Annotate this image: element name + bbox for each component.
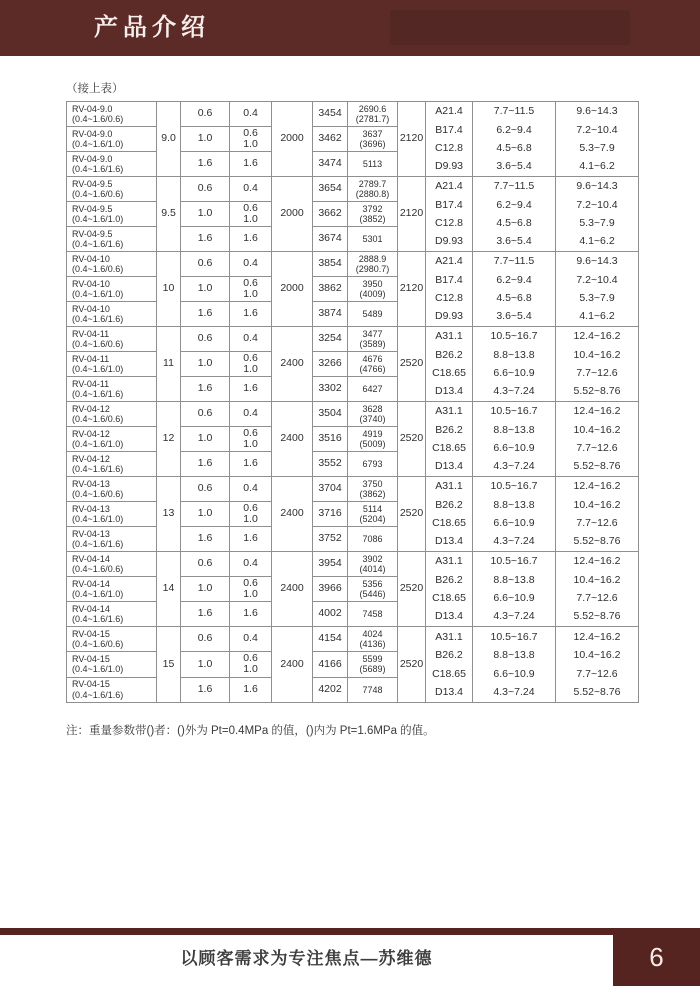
table-cell: 3674 <box>318 232 342 245</box>
table-cell: 1.6 <box>243 157 258 170</box>
table-col-dn-series <box>426 252 473 326</box>
table-col-range-b <box>556 102 638 176</box>
table-col-dn-series <box>426 402 473 476</box>
table-cell: 0.6 <box>181 552 229 577</box>
table-col-range-a <box>473 327 556 401</box>
weight-footnote: 注：重量参数带()者：()外为 Pt=0.4MPa 的值，()内为 Pt=1.6MPa 的值。 <box>66 725 435 737</box>
table-cell: 1.0 <box>181 427 229 452</box>
table-col-dn-series <box>426 327 473 401</box>
table-cell: 0.6 <box>181 327 229 352</box>
table-col-dim-b <box>313 477 348 551</box>
table-col-range-a <box>473 102 556 176</box>
table-cell: 1.6 <box>197 532 213 545</box>
table-col-dn-series <box>426 552 473 626</box>
table-cell: 5113 <box>362 158 383 169</box>
table-cell: 2520 <box>399 507 424 520</box>
table-cell: RV-04-13 (0.4~1.6/1.6) <box>72 528 124 549</box>
table-cell: 7.7~11.5 6.2~9.4 4.5~6.8 3.6~5.4 <box>493 180 535 248</box>
table-cell: RV-04-9.5 (0.4~1.6/1.6) <box>72 228 124 249</box>
table-cell: 0.6 <box>181 627 229 652</box>
table-cell: 12.4~16.2 10.4~16.2 7.7~12.6 5.52~8.76 <box>573 555 621 623</box>
table-col-range-b <box>556 402 638 476</box>
table-col-model <box>67 402 157 476</box>
table-cell: 7086 <box>362 533 383 544</box>
table-col-model <box>67 477 157 551</box>
table-col-nominal <box>157 402 181 476</box>
table-cell: 2000 <box>280 282 304 295</box>
table-cell: 3792 (3852) <box>348 202 397 227</box>
table-cell: 14 <box>162 582 175 595</box>
table-cell: 1.0 <box>181 277 229 302</box>
table-cell: 12.4~16.2 10.4~16.2 7.7~12.6 5.52~8.76 <box>573 480 621 548</box>
table-cell: 1.6 <box>197 457 213 470</box>
table-col-dim-a <box>272 102 313 176</box>
table-col-dn-series <box>426 177 473 251</box>
table-cell: 5301 <box>362 233 383 244</box>
table-cell: 4002 <box>318 607 342 620</box>
table-cell: 0.4 <box>230 627 271 652</box>
page-number-box <box>613 928 700 986</box>
table-col-range-a <box>473 477 556 551</box>
table-cell: 1.6 <box>243 307 258 320</box>
table-cell: 5114 (5204) <box>348 502 397 527</box>
spec-table <box>66 101 639 703</box>
table-cell: 3474 <box>318 157 342 170</box>
table-cell: 2690.6 (2781.7) <box>348 102 397 127</box>
table-cell: RV-04-13 (0.4~1.6/1.0) <box>67 502 156 527</box>
table-group-row <box>67 252 638 327</box>
table-cell: 5599 (5689) <box>348 652 397 677</box>
table-group-row <box>67 327 638 402</box>
table-col-weight <box>348 177 398 251</box>
table-cell: 3716 <box>313 502 347 527</box>
table-cell: RV-04-12 (0.4~1.6/0.6) <box>67 402 156 427</box>
table-cell: 3552 <box>318 457 342 470</box>
table-cell: RV-04-12 (0.4~1.6/1.0) <box>67 427 156 452</box>
table-group-row <box>67 177 638 252</box>
table-col-dim-c <box>398 102 426 176</box>
table-group-row <box>67 627 638 702</box>
table-col-dim-b <box>313 627 348 702</box>
table-cell: 9.0 <box>161 132 176 145</box>
table-cell: 11 <box>163 357 174 370</box>
table-col-pn <box>181 402 230 476</box>
table-col-weight <box>348 627 398 702</box>
table-cell: 6793 <box>362 458 383 469</box>
table-cell: RV-04-9.0 (0.4~1.6/1.6) <box>72 153 124 174</box>
table-col-dim-a <box>272 552 313 626</box>
table-cell: 0.4 <box>230 102 271 127</box>
table-cell: 3704 <box>313 477 347 502</box>
table-cell: RV-04-10 (0.4~1.6/0.6) <box>67 252 156 277</box>
table-col-dim-a <box>272 252 313 326</box>
table-cell: RV-04-9.5 (0.4~1.6/1.0) <box>67 202 156 227</box>
table-cell: 10.5~16.7 8.8~13.8 6.6~10.9 4.3~7.24 <box>490 330 538 398</box>
table-cell: A21.4 B17.4 C12.8 D9.93 <box>434 105 464 173</box>
table-col-range-b <box>556 627 638 702</box>
table-cell: 3454 <box>313 102 347 127</box>
table-cell: 3302 <box>318 382 342 395</box>
table-cell: 12.4~16.2 10.4~16.2 7.7~12.6 5.52~8.76 <box>573 405 621 473</box>
table-cell: 0.4 <box>230 177 271 202</box>
table-col-range-b <box>556 552 638 626</box>
table-col-dim-a <box>272 402 313 476</box>
table-group-row <box>67 477 638 552</box>
table-col-dim-c <box>398 552 426 626</box>
table-cell: 3637 (3696) <box>348 127 397 152</box>
table-cell: 0.6 1.0 <box>230 577 271 602</box>
table-cell: RV-04-10 (0.4~1.6/1.0) <box>67 277 156 302</box>
table-cell: 3862 <box>313 277 347 302</box>
table-col-range-b <box>556 252 638 326</box>
header-redacted-block <box>390 10 630 45</box>
table-cell: RV-04-9.5 (0.4~1.6/0.6) <box>67 177 156 202</box>
table-cell: 4202 <box>318 683 342 696</box>
table-cell: 2400 <box>280 582 304 595</box>
table-cell: 2400 <box>280 507 304 520</box>
table-cell: 13 <box>162 507 175 520</box>
table-cell: 1.6 <box>243 382 258 395</box>
table-cell: 3966 <box>313 577 347 602</box>
table-col-weight <box>348 552 398 626</box>
table-cell: 0.4 <box>230 552 271 577</box>
table-col-range-a <box>473 627 556 702</box>
table-cell: RV-04-11 (0.4~1.6/1.0) <box>67 352 156 377</box>
table-cell: 3950 (4009) <box>348 277 397 302</box>
table-cell: RV-04-12 (0.4~1.6/1.6) <box>72 453 124 474</box>
table-col-pt <box>230 402 272 476</box>
table-cell: RV-04-14 (0.4~1.6/1.6) <box>72 603 124 624</box>
table-col-model <box>67 177 157 251</box>
table-cell: 2000 <box>280 132 304 145</box>
table-cell: 1.0 <box>181 352 229 377</box>
table-cell: 3477 (3589) <box>348 327 397 352</box>
table-col-dim-b <box>313 327 348 401</box>
table-cell: 0.4 <box>230 327 271 352</box>
table-cell: 5489 <box>362 308 383 319</box>
table-cell: 1.0 <box>181 127 229 152</box>
table-col-pn <box>181 102 230 176</box>
table-col-dim-a <box>272 627 313 702</box>
footer-slogan: 以顾客需求为专注焦点—苏维德 <box>180 949 433 968</box>
table-cell: 2400 <box>280 657 304 670</box>
table-col-dim-c <box>398 477 426 551</box>
table-col-dim-b <box>313 402 348 476</box>
table-col-range-a <box>473 402 556 476</box>
table-col-pt <box>230 177 272 251</box>
table-cell: 1.6 <box>243 532 258 545</box>
table-cell: 0.6 1.0 <box>230 652 271 677</box>
table-col-weight <box>348 327 398 401</box>
table-cell: 4919 (5009) <box>348 427 397 452</box>
table-cell: 3654 <box>313 177 347 202</box>
table-col-nominal <box>157 552 181 626</box>
table-col-pt <box>230 102 272 176</box>
table-col-dn-series <box>426 477 473 551</box>
table-col-weight <box>348 102 398 176</box>
table-cell: RV-04-9.0 (0.4~1.6/0.6) <box>67 102 156 127</box>
table-col-dim-b <box>313 102 348 176</box>
table-cell: 9.6~14.3 7.2~10.4 5.3~7.9 4.1~6.2 <box>576 180 618 248</box>
table-col-range-b <box>556 477 638 551</box>
table-col-dim-c <box>398 402 426 476</box>
table-cell: 2120 <box>399 282 424 295</box>
table-cell: 10.5~16.7 8.8~13.8 6.6~10.9 4.3~7.24 <box>490 480 538 548</box>
table-cell: 3266 <box>313 352 347 377</box>
table-cell: 12.4~16.2 10.4~16.2 7.7~12.6 5.52~8.76 <box>573 630 621 698</box>
table-cell: 10 <box>162 282 175 295</box>
table-cell: 1.6 <box>197 382 213 395</box>
table-col-range-a <box>473 177 556 251</box>
table-col-range-a <box>473 552 556 626</box>
table-cell: 7458 <box>362 608 383 619</box>
table-cell: 15 <box>162 657 175 670</box>
table-cell: 0.6 1.0 <box>230 127 271 152</box>
table-cell: RV-04-11 (0.4~1.6/0.6) <box>67 327 156 352</box>
table-cell: 1.6 <box>197 232 213 245</box>
table-col-dim-a <box>272 177 313 251</box>
table-col-model <box>67 327 157 401</box>
table-col-pt <box>230 627 272 702</box>
table-cell: 4166 <box>313 652 347 677</box>
table-cell: 3750 (3862) <box>348 477 397 502</box>
table-cell: 3462 <box>313 127 347 152</box>
table-cell: 1.0 <box>181 577 229 602</box>
table-col-weight <box>348 252 398 326</box>
table-col-pt <box>230 477 272 551</box>
table-cell: 9.6~14.3 7.2~10.4 5.3~7.9 4.1~6.2 <box>576 255 618 323</box>
table-cell: A31.1 B26.2 C18.65 D13.4 <box>432 630 466 698</box>
table-cell: 10.5~16.7 8.8~13.8 6.6~10.9 4.3~7.24 <box>490 405 538 473</box>
table-cell: 3854 <box>313 252 347 277</box>
table-cell: 7.7~11.5 6.2~9.4 4.5~6.8 3.6~5.4 <box>493 105 535 173</box>
table-cell: 3874 <box>318 307 342 320</box>
table-cell: RV-04-14 (0.4~1.6/0.6) <box>67 552 156 577</box>
page-header-bar <box>0 0 700 56</box>
table-cell: 1.0 <box>181 502 229 527</box>
table-cell: 0.6 <box>181 402 229 427</box>
table-col-pt <box>230 327 272 401</box>
table-col-pt <box>230 252 272 326</box>
table-cell: 2520 <box>399 582 424 595</box>
table-cell: A31.1 B26.2 C18.65 D13.4 <box>432 405 466 473</box>
table-cell: 1.6 <box>197 607 213 620</box>
table-cell: 2520 <box>399 357 424 370</box>
table-cell: 1.6 <box>243 683 258 696</box>
table-col-range-b <box>556 327 638 401</box>
table-cell: RV-04-9.0 (0.4~1.6/1.0) <box>67 127 156 152</box>
table-group-row <box>67 402 638 477</box>
table-col-pn <box>181 252 230 326</box>
table-col-pn <box>181 627 230 702</box>
table-col-dim-b <box>313 177 348 251</box>
table-cell: RV-04-13 (0.4~1.6/0.6) <box>67 477 156 502</box>
table-cell: 3516 <box>313 427 347 452</box>
table-cell: 3902 (4014) <box>348 552 397 577</box>
table-cell: 1.6 <box>197 683 213 696</box>
table-cell: 2400 <box>280 432 304 445</box>
table-col-dim-c <box>398 627 426 702</box>
table-cell: 10.5~16.7 8.8~13.8 6.6~10.9 4.3~7.24 <box>490 555 538 623</box>
table-col-nominal <box>157 252 181 326</box>
table-col-model <box>67 102 157 176</box>
table-cell: RV-04-15 (0.4~1.6/1.0) <box>67 652 156 677</box>
table-group-row <box>67 552 638 627</box>
table-col-pn <box>181 477 230 551</box>
table-col-dim-c <box>398 252 426 326</box>
table-cell: 0.4 <box>230 477 271 502</box>
table-cell: A31.1 B26.2 C18.65 D13.4 <box>432 480 466 548</box>
table-cell: 0.6 <box>181 477 229 502</box>
table-cell: RV-04-14 (0.4~1.6/1.0) <box>67 577 156 602</box>
table-cell: 6427 <box>362 383 383 394</box>
table-cell: 2789.7 (2880.8) <box>348 177 397 202</box>
table-cell: A31.1 B26.2 C18.65 D13.4 <box>432 330 466 398</box>
table-cell: 3628 (3740) <box>348 402 397 427</box>
table-col-weight <box>348 477 398 551</box>
table-continuation-note: （接上表） <box>66 83 124 95</box>
table-col-dn-series <box>426 102 473 176</box>
table-col-pt <box>230 552 272 626</box>
table-cell: 4154 <box>313 627 347 652</box>
table-cell: 1.6 <box>243 457 258 470</box>
table-cell: 1.6 <box>243 232 258 245</box>
table-cell: 12.4~16.2 10.4~16.2 7.7~12.6 5.52~8.76 <box>573 330 621 398</box>
table-col-dim-c <box>398 177 426 251</box>
table-cell: RV-04-11 (0.4~1.6/1.6) <box>72 378 124 399</box>
table-cell: 7.7~11.5 6.2~9.4 4.5~6.8 3.6~5.4 <box>493 255 535 323</box>
table-col-dim-a <box>272 327 313 401</box>
table-cell: 3254 <box>313 327 347 352</box>
table-cell: A31.1 B26.2 C18.65 D13.4 <box>432 555 466 623</box>
table-col-model <box>67 552 157 626</box>
table-cell: 0.6 <box>181 252 229 277</box>
table-col-dim-c <box>398 327 426 401</box>
table-cell: RV-04-15 (0.4~1.6/1.6) <box>72 679 124 700</box>
table-group-row <box>67 102 638 177</box>
table-cell: A21.4 B17.4 C12.8 D9.93 <box>434 255 464 323</box>
table-col-model <box>67 252 157 326</box>
table-cell: 2000 <box>280 207 304 220</box>
page-title: 产品介绍 <box>94 14 210 41</box>
table-cell: 0.6 1.0 <box>230 427 271 452</box>
table-col-dim-b <box>313 252 348 326</box>
table-col-pn <box>181 552 230 626</box>
table-cell: 0.4 <box>230 402 271 427</box>
table-cell: 0.6 1.0 <box>230 352 271 377</box>
footer-rule <box>0 928 613 935</box>
table-col-pn <box>181 327 230 401</box>
page-number: 6 <box>649 941 664 972</box>
table-cell: 1.6 <box>243 607 258 620</box>
table-col-model <box>67 627 157 702</box>
table-cell: 0.6 <box>181 102 229 127</box>
table-cell: 1.0 <box>181 652 229 677</box>
table-cell: 0.6 1.0 <box>230 277 271 302</box>
table-col-pn <box>181 177 230 251</box>
table-cell: 7748 <box>362 684 383 695</box>
table-cell: 2888.9 (2980.7) <box>348 252 397 277</box>
table-cell: 2120 <box>399 207 424 220</box>
table-cell: 3954 <box>313 552 347 577</box>
table-col-dim-b <box>313 552 348 626</box>
table-cell: 0.6 1.0 <box>230 202 271 227</box>
table-cell: 3662 <box>313 202 347 227</box>
table-cell: 2520 <box>399 432 424 445</box>
table-cell: RV-04-15 (0.4~1.6/0.6) <box>67 627 156 652</box>
table-cell: 4024 (4136) <box>348 627 397 652</box>
table-cell: 3504 <box>313 402 347 427</box>
table-cell: A21.4 B17.4 C12.8 D9.93 <box>434 180 464 248</box>
table-cell: 12 <box>162 432 175 445</box>
table-col-nominal <box>157 477 181 551</box>
table-col-nominal <box>157 627 181 702</box>
table-cell: 9.6~14.3 7.2~10.4 5.3~7.9 4.1~6.2 <box>576 105 618 173</box>
table-cell: 1.6 <box>197 157 213 170</box>
table-cell: 2400 <box>280 357 304 370</box>
table-cell: 1.6 <box>197 307 213 320</box>
table-col-nominal <box>157 327 181 401</box>
table-cell: 2120 <box>399 132 424 145</box>
table-col-range-a <box>473 252 556 326</box>
table-cell: 0.6 1.0 <box>230 502 271 527</box>
table-cell: 0.4 <box>230 252 271 277</box>
table-cell: 10.5~16.7 8.8~13.8 6.6~10.9 4.3~7.24 <box>490 630 538 698</box>
table-cell: 3752 <box>318 532 342 545</box>
table-cell: 1.0 <box>181 202 229 227</box>
table-cell: 4676 (4766) <box>348 352 397 377</box>
table-cell: RV-04-10 (0.4~1.6/1.6) <box>72 303 124 324</box>
table-col-nominal <box>157 102 181 176</box>
table-col-dim-a <box>272 477 313 551</box>
table-cell: 9.5 <box>161 207 176 220</box>
table-col-nominal <box>157 177 181 251</box>
table-cell: 2520 <box>399 657 424 670</box>
table-cell: 0.6 <box>181 177 229 202</box>
table-col-weight <box>348 402 398 476</box>
table-col-range-b <box>556 177 638 251</box>
table-cell: 5356 (5446) <box>348 577 397 602</box>
table-col-dn-series <box>426 627 473 702</box>
